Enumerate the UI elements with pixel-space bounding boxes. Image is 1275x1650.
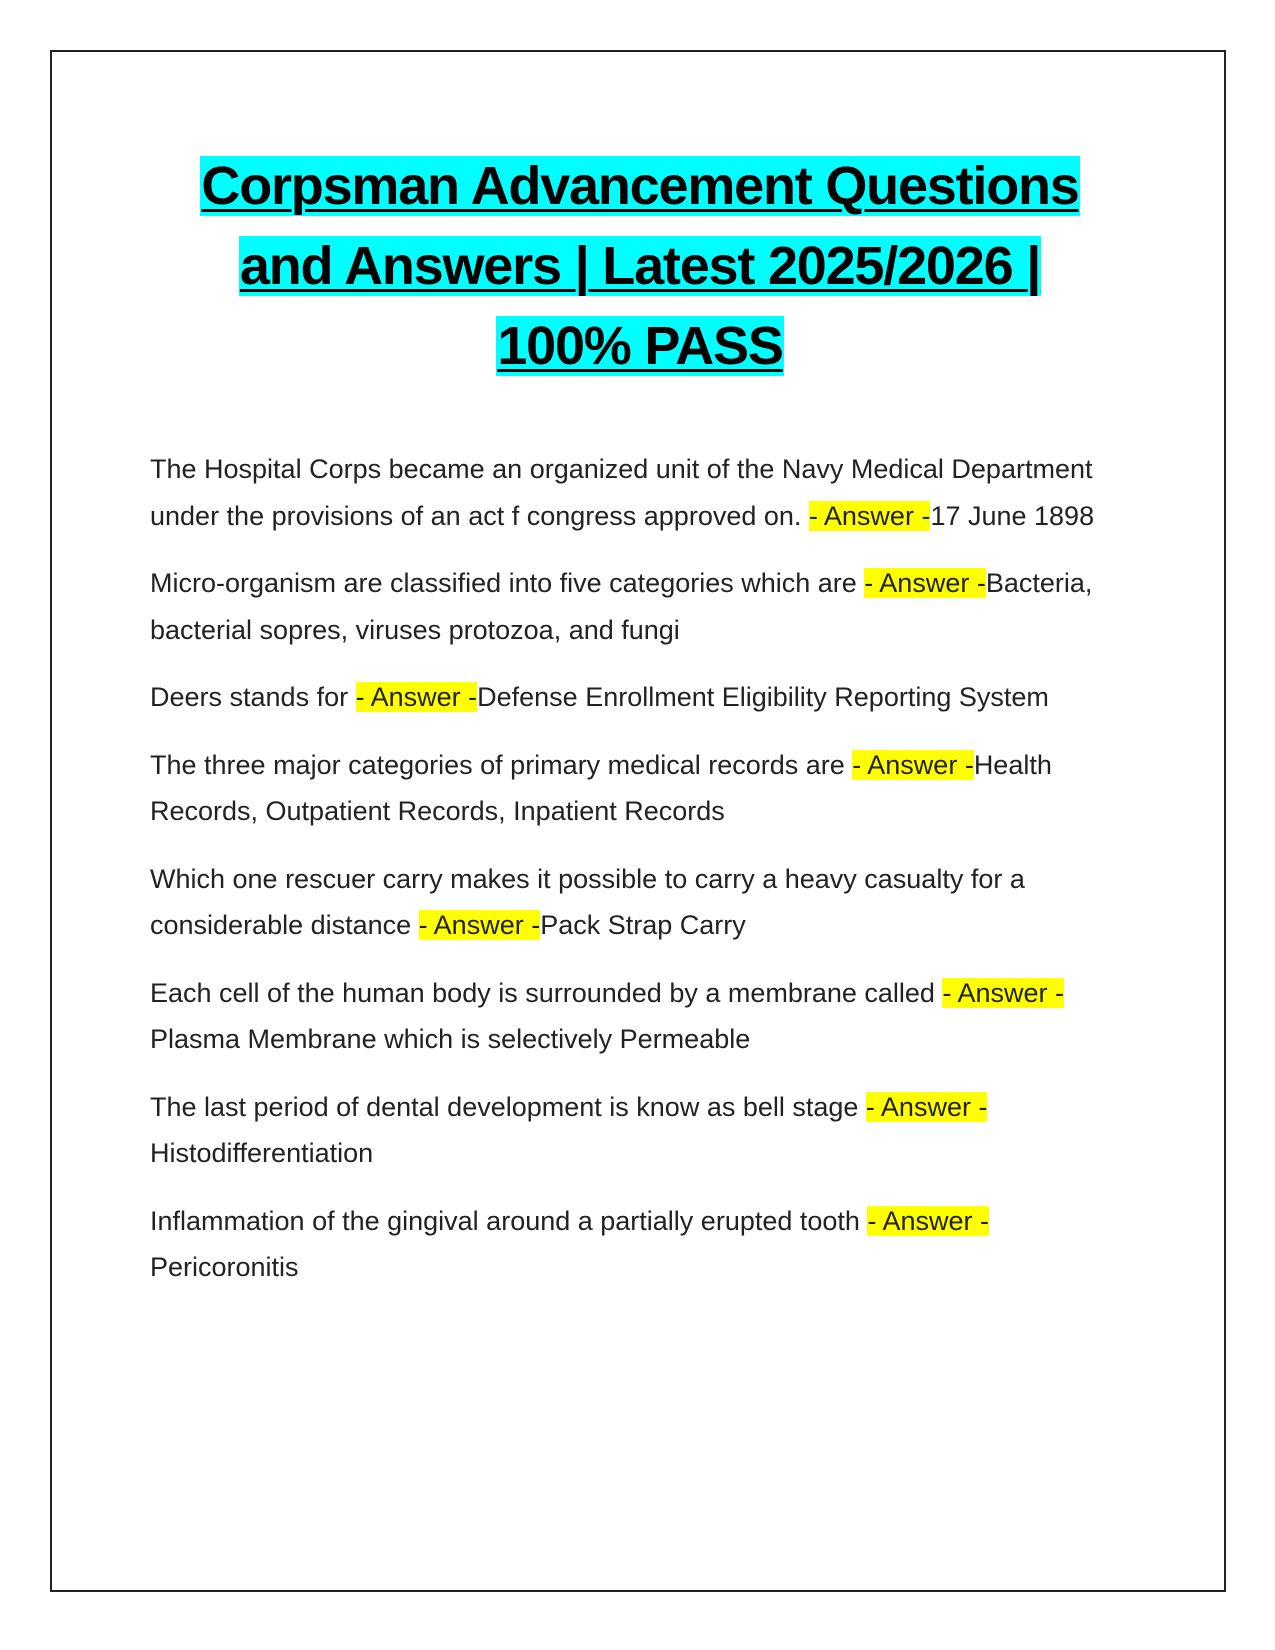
answer-text: Pericoronitis [150,1252,299,1282]
question-text: Inflammation of the gingival around a partially erupted tooth [150,1205,868,1236]
answer-text: Plasma Membrane which is selectively Permeable [150,1024,751,1054]
qa-item-6 [150,970,1125,1063]
title-line-2: and Answers | Latest 2025/2026 | [239,236,1041,296]
title-line-1: Corpsman Advancement Questions [201,156,1079,216]
question-text: Each cell of the human body is surrounded by a membrane called [150,977,943,1008]
answer-text: 17 June 1898 [930,500,1095,531]
qa-item-5 [150,856,1125,949]
question-text: Micro-organism are classified into five categories which are [150,568,865,598]
answer-marker: - Answer - [852,749,974,780]
answer-marker: - Answer - [418,910,541,940]
qa-item-3 [150,674,1125,721]
qa-item-7 [150,1084,1125,1177]
page-title [130,146,1150,386]
answer-text: Bacteria, bacterial sopres, viruses protozoa, and fungi [150,568,1093,645]
qa-item-8 [150,1198,1125,1291]
qa-item-2 [150,560,1125,653]
answer-marker: - Answer - [865,1091,988,1122]
answer-text: Health Records, Outpatient Records, Inpatient Records [150,749,1052,826]
answer-marker: - Answer - [355,682,478,712]
answer-marker: - Answer - [942,977,1064,1008]
answer-text: Defense Enrollment Eligibility Reporting System [477,682,1049,712]
question-text: The three major categories of primary medical records are [150,749,853,780]
answer-marker: - Answer - [808,500,931,531]
answer-text: Histodifferentiation [150,1138,374,1168]
question-text: The Hospital Corps became an organized unit of the Navy Medical Department under the provisions of an act f congress approved on. [150,454,1093,531]
answer-text: Pack Strap Carry [540,910,746,940]
qa-list [150,446,1125,1312]
answer-marker: - Answer - [867,1205,989,1236]
qa-item-1 [150,446,1125,539]
qa-item-4 [150,742,1125,835]
question-text: The last period of dental development is know as bell stage [150,1091,866,1122]
title-line-3: 100% PASS [497,316,783,376]
answer-marker: - Answer - [864,568,986,598]
question-text: Which one rescuer carry makes it possible to carry a heavy casualty for a considerable distance [150,863,1025,940]
question-text: Deers stands for [150,682,356,712]
